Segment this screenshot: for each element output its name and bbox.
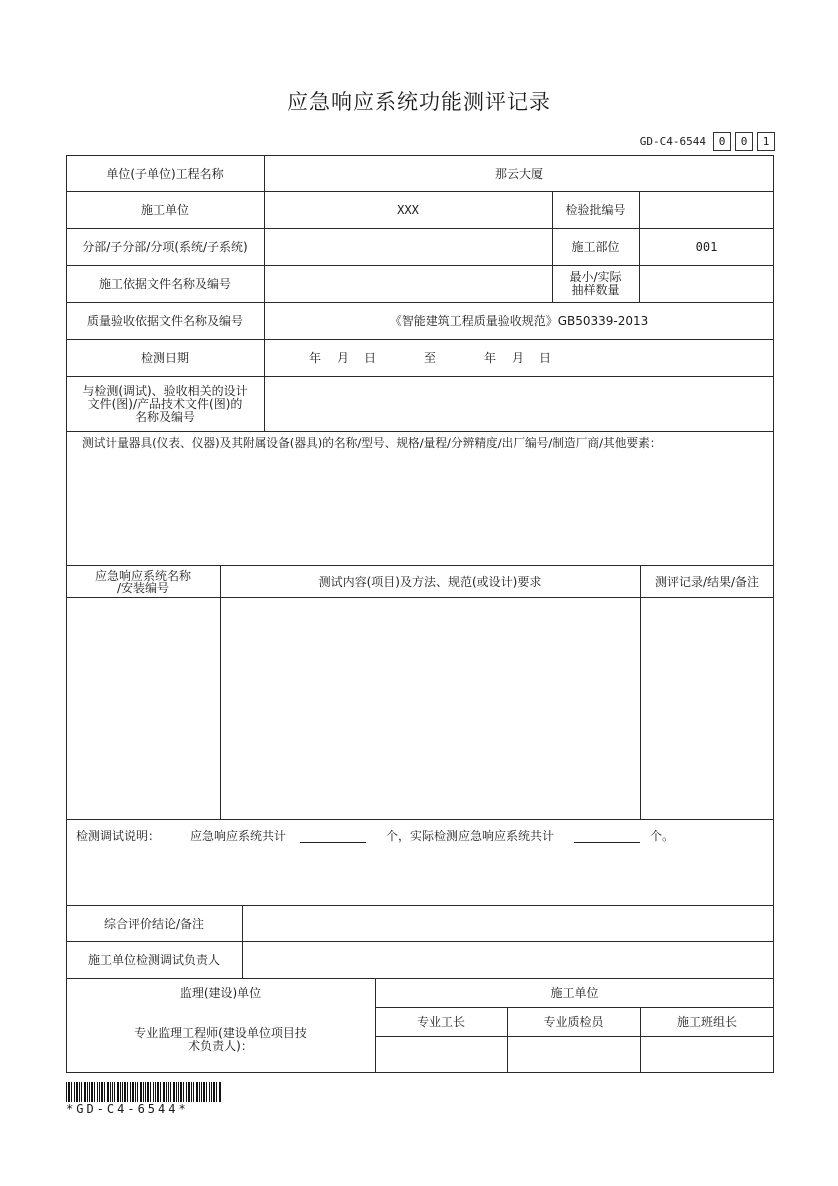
test-record-cell[interactable] xyxy=(640,597,774,819)
supervision-engineer-label xyxy=(66,1007,375,1073)
foreman-signature[interactable] xyxy=(375,1036,507,1073)
test-date-label: 检测日期 xyxy=(140,351,189,365)
page-title: 应急响应系统功能测评记录 xyxy=(287,90,551,114)
date-year-2: 年 xyxy=(484,351,497,365)
supervision-unit-header: 监理(建设)单位 xyxy=(179,986,262,1000)
sample-quantity-label-line2: 抽样数量 xyxy=(571,283,620,297)
date-day-2: 日 xyxy=(539,351,552,365)
responsible-label: 施工单位检测调试负责人 xyxy=(87,953,220,967)
subdivision-value[interactable] xyxy=(264,228,552,266)
subdivision-label: 分部/子分部/分项(系统/子系统) xyxy=(82,240,248,254)
instruments-value[interactable] xyxy=(66,455,774,565)
team-leader-signature[interactable] xyxy=(640,1036,774,1073)
conclusion-label: 综合评价结论/备注 xyxy=(103,916,205,931)
construction-site-value[interactable]: 001 xyxy=(695,240,718,254)
explanation-text-2: 个，实际检测应急响应系统共计 xyxy=(386,829,555,843)
basis-document-value[interactable] xyxy=(264,265,552,303)
explanation-text-3: 个。 xyxy=(650,829,675,843)
responsible-value[interactable] xyxy=(242,941,774,979)
document-code-label: GD-C4-6544 xyxy=(639,134,706,148)
quality-inspector-signature[interactable] xyxy=(507,1036,640,1073)
system-name-header xyxy=(66,565,220,598)
date-month-2: 月 xyxy=(512,351,525,365)
supervision-engineer-line1: 专业监理工程师(建设单位项目技 xyxy=(134,1026,307,1040)
barcode-text: *GD-C4-6544* xyxy=(66,1102,189,1116)
team-leader-label: 施工班组长 xyxy=(676,1015,737,1029)
construction-unit-header: 施工单位 xyxy=(550,986,599,1000)
supervision-engineer-line2: 术负责人)： xyxy=(188,1039,253,1053)
code-box-3[interactable]: 1 xyxy=(757,132,775,151)
test-date-value[interactable] xyxy=(264,339,774,377)
design-documents-label-line1: 与检测(调试)、验收相关的设计 xyxy=(82,383,248,398)
test-content-header: 测试内容(项目)及方法、规范(或设计)要求 xyxy=(318,574,542,589)
actual-count-field[interactable] xyxy=(574,830,640,843)
sample-quantity-value[interactable] xyxy=(639,265,774,303)
system-name-header-line1: 应急响应系统名称 xyxy=(94,568,191,583)
explanation-label: 检测调试说明： xyxy=(76,829,161,843)
construction-unit-value[interactable]: XXX xyxy=(397,203,419,217)
system-count-field[interactable] xyxy=(300,830,366,843)
project-name-value[interactable]: 那云大厦 xyxy=(494,166,543,181)
construction-site-label: 施工部位 xyxy=(571,240,620,254)
record-form-table xyxy=(66,155,774,1073)
foreman-label: 专业工长 xyxy=(416,1015,465,1029)
conclusion-value[interactable] xyxy=(242,905,774,942)
quality-inspector-label: 专业质检员 xyxy=(543,1015,604,1029)
construction-unit-label: 施工单位 xyxy=(140,203,189,217)
explanation-row xyxy=(76,827,766,845)
test-record-header: 测评记录/结果/备注 xyxy=(654,574,760,589)
date-year-1: 年 xyxy=(309,351,322,365)
date-to: 至 xyxy=(424,351,437,365)
system-name-cell[interactable] xyxy=(66,597,220,819)
system-name-header-line2: /安装编号 xyxy=(116,580,170,595)
barcode xyxy=(66,1082,222,1102)
design-documents-label-line3: 名称及编号 xyxy=(134,409,195,424)
quality-document-value[interactable]: 《智能建筑工程质量验收规范》GB50339-2013 xyxy=(389,314,649,328)
document-code xyxy=(560,131,775,151)
batch-number-value[interactable] xyxy=(639,191,774,229)
sample-quantity-label xyxy=(552,265,639,303)
code-box-1[interactable]: 0 xyxy=(713,132,731,151)
test-content-cell[interactable] xyxy=(220,597,640,819)
instruments-label: 测试计量器具(仪表、仪器)及其附属设备(器具)的名称/型号、规格/量程/分辨精度/出厂编号/制造厂商/其他要素： xyxy=(82,436,662,450)
design-documents-label-line2: 文件(图)/产品技术文件(图)的 xyxy=(87,396,243,411)
design-documents-value[interactable] xyxy=(264,376,774,432)
date-month-1: 月 xyxy=(337,351,350,365)
quality-document-label: 质量验收依据文件名称及编号 xyxy=(86,314,243,328)
project-name-label: 单位(子单位)工程名称 xyxy=(106,166,224,181)
code-box-2[interactable]: 0 xyxy=(735,132,753,151)
explanation-text-1: 应急响应系统共计 xyxy=(190,829,287,843)
batch-number-label: 检验批编号 xyxy=(565,203,626,217)
basis-document-label: 施工依据文件名称及编号 xyxy=(98,277,231,291)
design-documents-label xyxy=(66,376,264,432)
date-day-1: 日 xyxy=(364,351,377,365)
sample-quantity-label-line1: 最小/实际 xyxy=(569,270,622,284)
